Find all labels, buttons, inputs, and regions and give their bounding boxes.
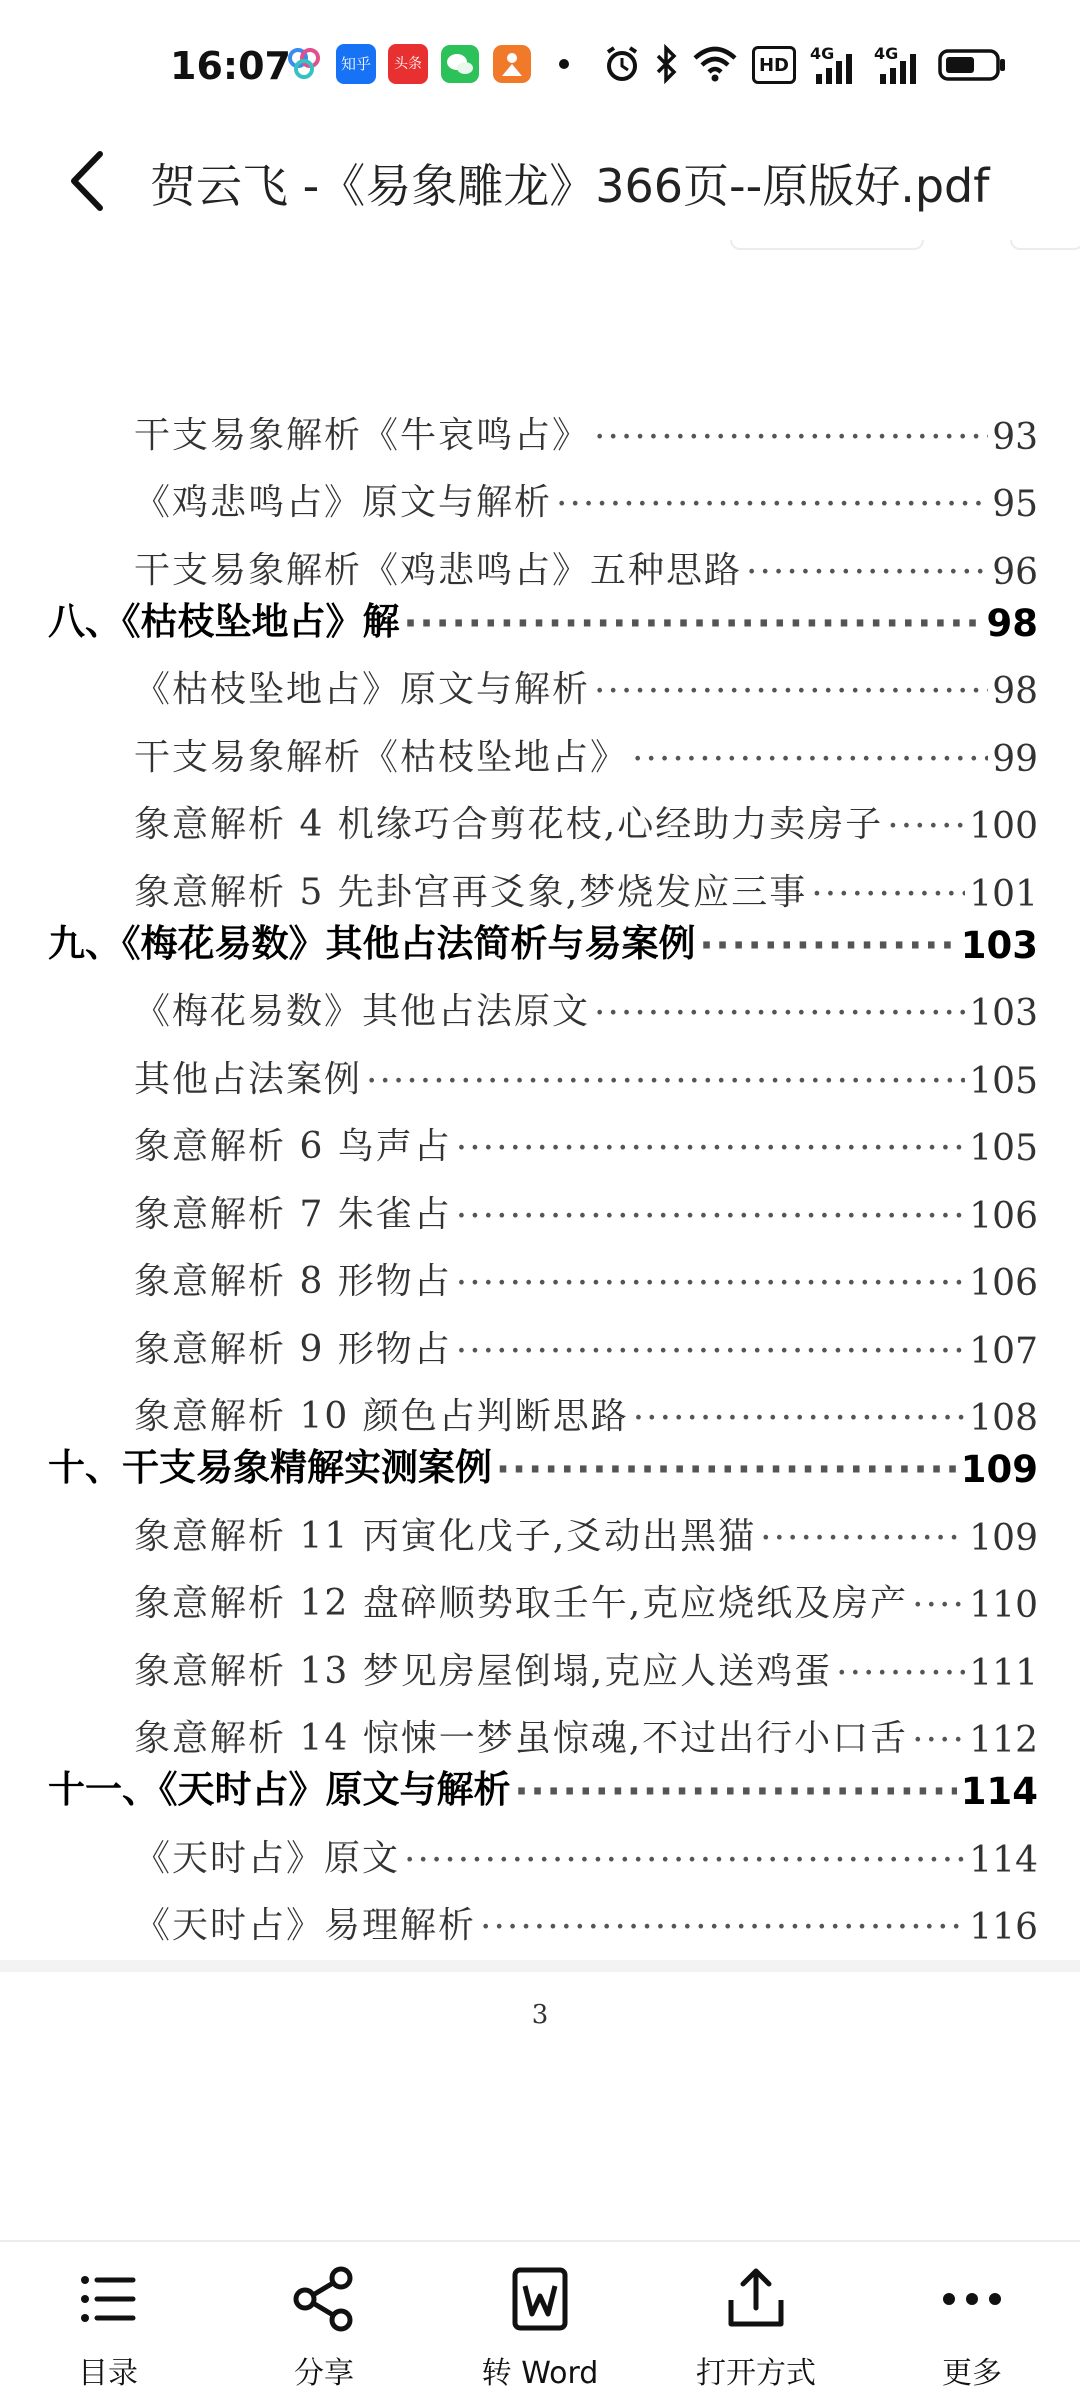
toc-leader-dots [480,1907,965,1948]
toc-chapter-entry[interactable] [48,1761,1038,1813]
toc-leader-dots [515,1770,957,1813]
wechat-icon [440,44,480,84]
toc-leader-dots [912,1720,965,1761]
toc-entry-title: 《鸡悲鸣占》原文与解析 [134,482,553,523]
toc-leader-dots [456,1196,965,1237]
toc-entry-title: 九、《梅花易数》其他占法简析与易案例 [48,921,696,965]
toc-entry-title: 象意解析 7 朱雀占 [134,1193,452,1235]
toc-entry-title: 象意解析 9 形物占 [134,1328,452,1370]
page-separator [0,1960,1080,1972]
title-bar [0,130,1080,242]
toc-leader-dots [456,1331,965,1372]
toc-entry-title: 干支易象解析《鸡悲鸣占》五种思路 [134,549,743,591]
more-label: 更多 [942,2356,1002,2391]
signal-icon [810,44,860,84]
toc-entry-title: 干支易象解析《牛哀鸣占》 [134,414,591,456]
toc-entry-title: 干支易象解析《枯枝坠地占》 [134,736,629,778]
toc-leader-dots [366,1061,965,1102]
network-type-label-2: 4G [874,44,899,63]
open-with-button[interactable] [648,2242,864,2402]
upload-share-icon [721,2264,791,2334]
list-icon [73,2264,143,2334]
toc-entry[interactable] [48,847,1038,915]
toc-entry-title: 象意解析 8 形物占 [134,1261,452,1302]
signal-icon-2 [874,44,924,84]
toc-entry[interactable] [48,525,1038,593]
toc-entry-title: 象意解析 10 颜色占判断思路 [134,1396,629,1437]
toc-leader-dots [594,993,965,1034]
toc-entry-page: 101 [969,873,1038,915]
toc-entry-title: 《天时占》原文 [134,1837,401,1879]
toc-leader-dots [404,602,983,645]
toc-entry[interactable] [48,390,1038,458]
toc-entry-page: 114 [960,1770,1038,1813]
toc-leader-dots [760,1518,965,1559]
toc-entry-page: 109 [960,1448,1038,1491]
toc-entry-page: 109 [969,1517,1038,1559]
toc-leader-dots [456,1263,965,1304]
toc-entry-title: 《梅花易数》其他占法原文 [134,991,591,1032]
toc-entry[interactable] [48,1237,1038,1305]
toc-entry-page: 106 [969,1263,1038,1304]
speed-app-icon [492,44,532,84]
toc-entry-title: 象意解析 4 机缘巧合剪花枝,心经助力卖房子 [134,804,884,845]
toc-chapter-entry[interactable] [48,915,1038,967]
toc-entry-title: 《枯枝坠地占》原文与解析 [134,669,591,710]
toc-entry[interactable] [48,1491,1038,1559]
toc-entry-page: 110 [969,1585,1038,1626]
hidden-overlay-edge-2 [1010,240,1080,250]
pdf-page[interactable] [0,240,1080,2200]
toc-entry-title: 其他占法案例 [134,1058,363,1100]
toc-entry[interactable] [48,1559,1038,1627]
toc-leader-dots [594,671,988,712]
open-with-label: 打开方式 [696,2356,816,2391]
toc-leader-dots [836,1653,965,1694]
toc-chapter-entry[interactable] [48,593,1038,645]
toc-leader-dots [594,417,988,458]
toc-entry[interactable] [48,1169,1038,1237]
toc-entry[interactable] [48,645,1038,713]
toc-entry-title: 八、《枯枝坠地占》解 [48,599,400,643]
document-title: 贺云飞 -《易象雕龙》366页--原版好.pdf [150,159,990,213]
toc-entry-page: 108 [969,1398,1038,1439]
toc-entry-title: 象意解析 11 丙寅化戊子,爻动出黑猫 [134,1515,757,1557]
toc-entry-page: 116 [969,1907,1038,1948]
share-icon [289,2264,359,2334]
toc-leader-dots [496,1448,957,1491]
toc-entry[interactable] [48,967,1038,1035]
toc-leader-dots [700,924,957,967]
alarm-icon [602,44,642,84]
toc-entry-page: 93 [992,416,1038,458]
toc-entry-page: 105 [969,1128,1038,1169]
toc-button[interactable] [0,2242,216,2402]
toc-leader-dots [887,806,965,847]
toc-entry[interactable] [48,1694,1038,1762]
hd-icon: HD [752,46,796,84]
toc-entry[interactable] [48,1813,1038,1881]
status-bar [0,0,1080,130]
toc-entry-page: 99 [992,738,1038,780]
toc-entry-title: 象意解析 12 盘碎顺势取壬午,克应烧纸及房产 [134,1583,909,1624]
share-label: 分享 [294,2356,354,2391]
toc-entry[interactable] [48,1304,1038,1372]
toc-entry-page: 114 [969,1839,1038,1881]
toc-entry-page: 103 [960,923,1038,967]
toc-entry[interactable] [48,1881,1038,1949]
toc-entry-title: 十一、《天时占》原文与解析 [48,1768,511,1811]
toc-leader-dots [404,1840,965,1881]
toc-entry-page: 96 [992,551,1038,593]
toc-entry-title: 十、干支易象精解实测案例 [48,1446,492,1489]
baidu-netdisk-icon [284,44,324,84]
more-button[interactable] [864,2242,1080,2402]
table-of-contents [48,390,1038,1948]
word-icon [505,2264,575,2334]
toc-entry[interactable] [48,1372,1038,1440]
toc-entry-page: 106 [969,1195,1038,1237]
convert-word-button[interactable] [432,2242,648,2402]
toc-entry-title: 象意解析 14 惊悚一梦虽惊魂,不过出行小口舌 [134,1718,909,1759]
toc-entry-page: 112 [969,1720,1038,1761]
toc-entry-title: 象意解析 6 鸟声占 [134,1126,452,1167]
toc-entry-page: 111 [969,1652,1038,1694]
hidden-overlay-edge [730,240,924,250]
toc-entry[interactable] [48,1626,1038,1694]
toc-label: 目录 [78,2356,138,2391]
toc-entry-page: 98 [986,601,1038,645]
toc-entry-page: 103 [969,993,1038,1034]
wifi-icon [692,44,738,84]
toc-leader-dots [912,1585,965,1626]
more-dots-icon [937,2264,1007,2334]
toc-entry-page: 98 [992,671,1038,712]
toc-leader-dots [633,1398,966,1439]
share-button[interactable] [216,2242,432,2402]
toc-entry[interactable] [48,458,1038,526]
toc-entry[interactable] [48,712,1038,780]
toc-entry-title: 象意解析 13 梦见房屋倒塌,克应人送鸡蛋 [134,1650,833,1692]
toc-leader-dots [746,552,988,593]
battery-icon [938,44,1008,84]
convert-word-label: 转 Word [481,2356,599,2391]
toc-entry-page: 105 [969,1060,1038,1102]
toutiao-icon: 头条 [388,44,428,84]
toc-leader-dots [811,874,965,915]
toc-entry-page: 107 [969,1330,1038,1372]
toc-leader-dots [632,739,988,780]
toc-entry-title: 象意解析 5 先卦宫再爻象,梦烧发应三事 [134,871,808,913]
bluetooth-icon [652,44,680,84]
toc-entry-title: 《天时占》易理解析 [134,1905,477,1946]
toc-entry[interactable] [48,1034,1038,1102]
page-number: 3 [531,2000,549,2030]
network-type-label: 4G [810,44,835,63]
bottom-toolbar [0,2240,1080,2402]
toc-entry-page: 100 [969,806,1038,847]
toc-leader-dots [456,1128,965,1169]
toc-leader-dots [556,484,988,525]
toc-entry-page: 95 [992,484,1038,525]
toc-entry[interactable] [48,1102,1038,1170]
toc-chapter-entry[interactable] [48,1439,1038,1491]
zhihu-icon: 知乎 [336,44,376,84]
dot-icon [556,44,572,84]
toc-entry[interactable] [48,780,1038,848]
back-arrow-icon[interactable] [60,146,120,216]
status-time: 16:07 [170,44,291,88]
